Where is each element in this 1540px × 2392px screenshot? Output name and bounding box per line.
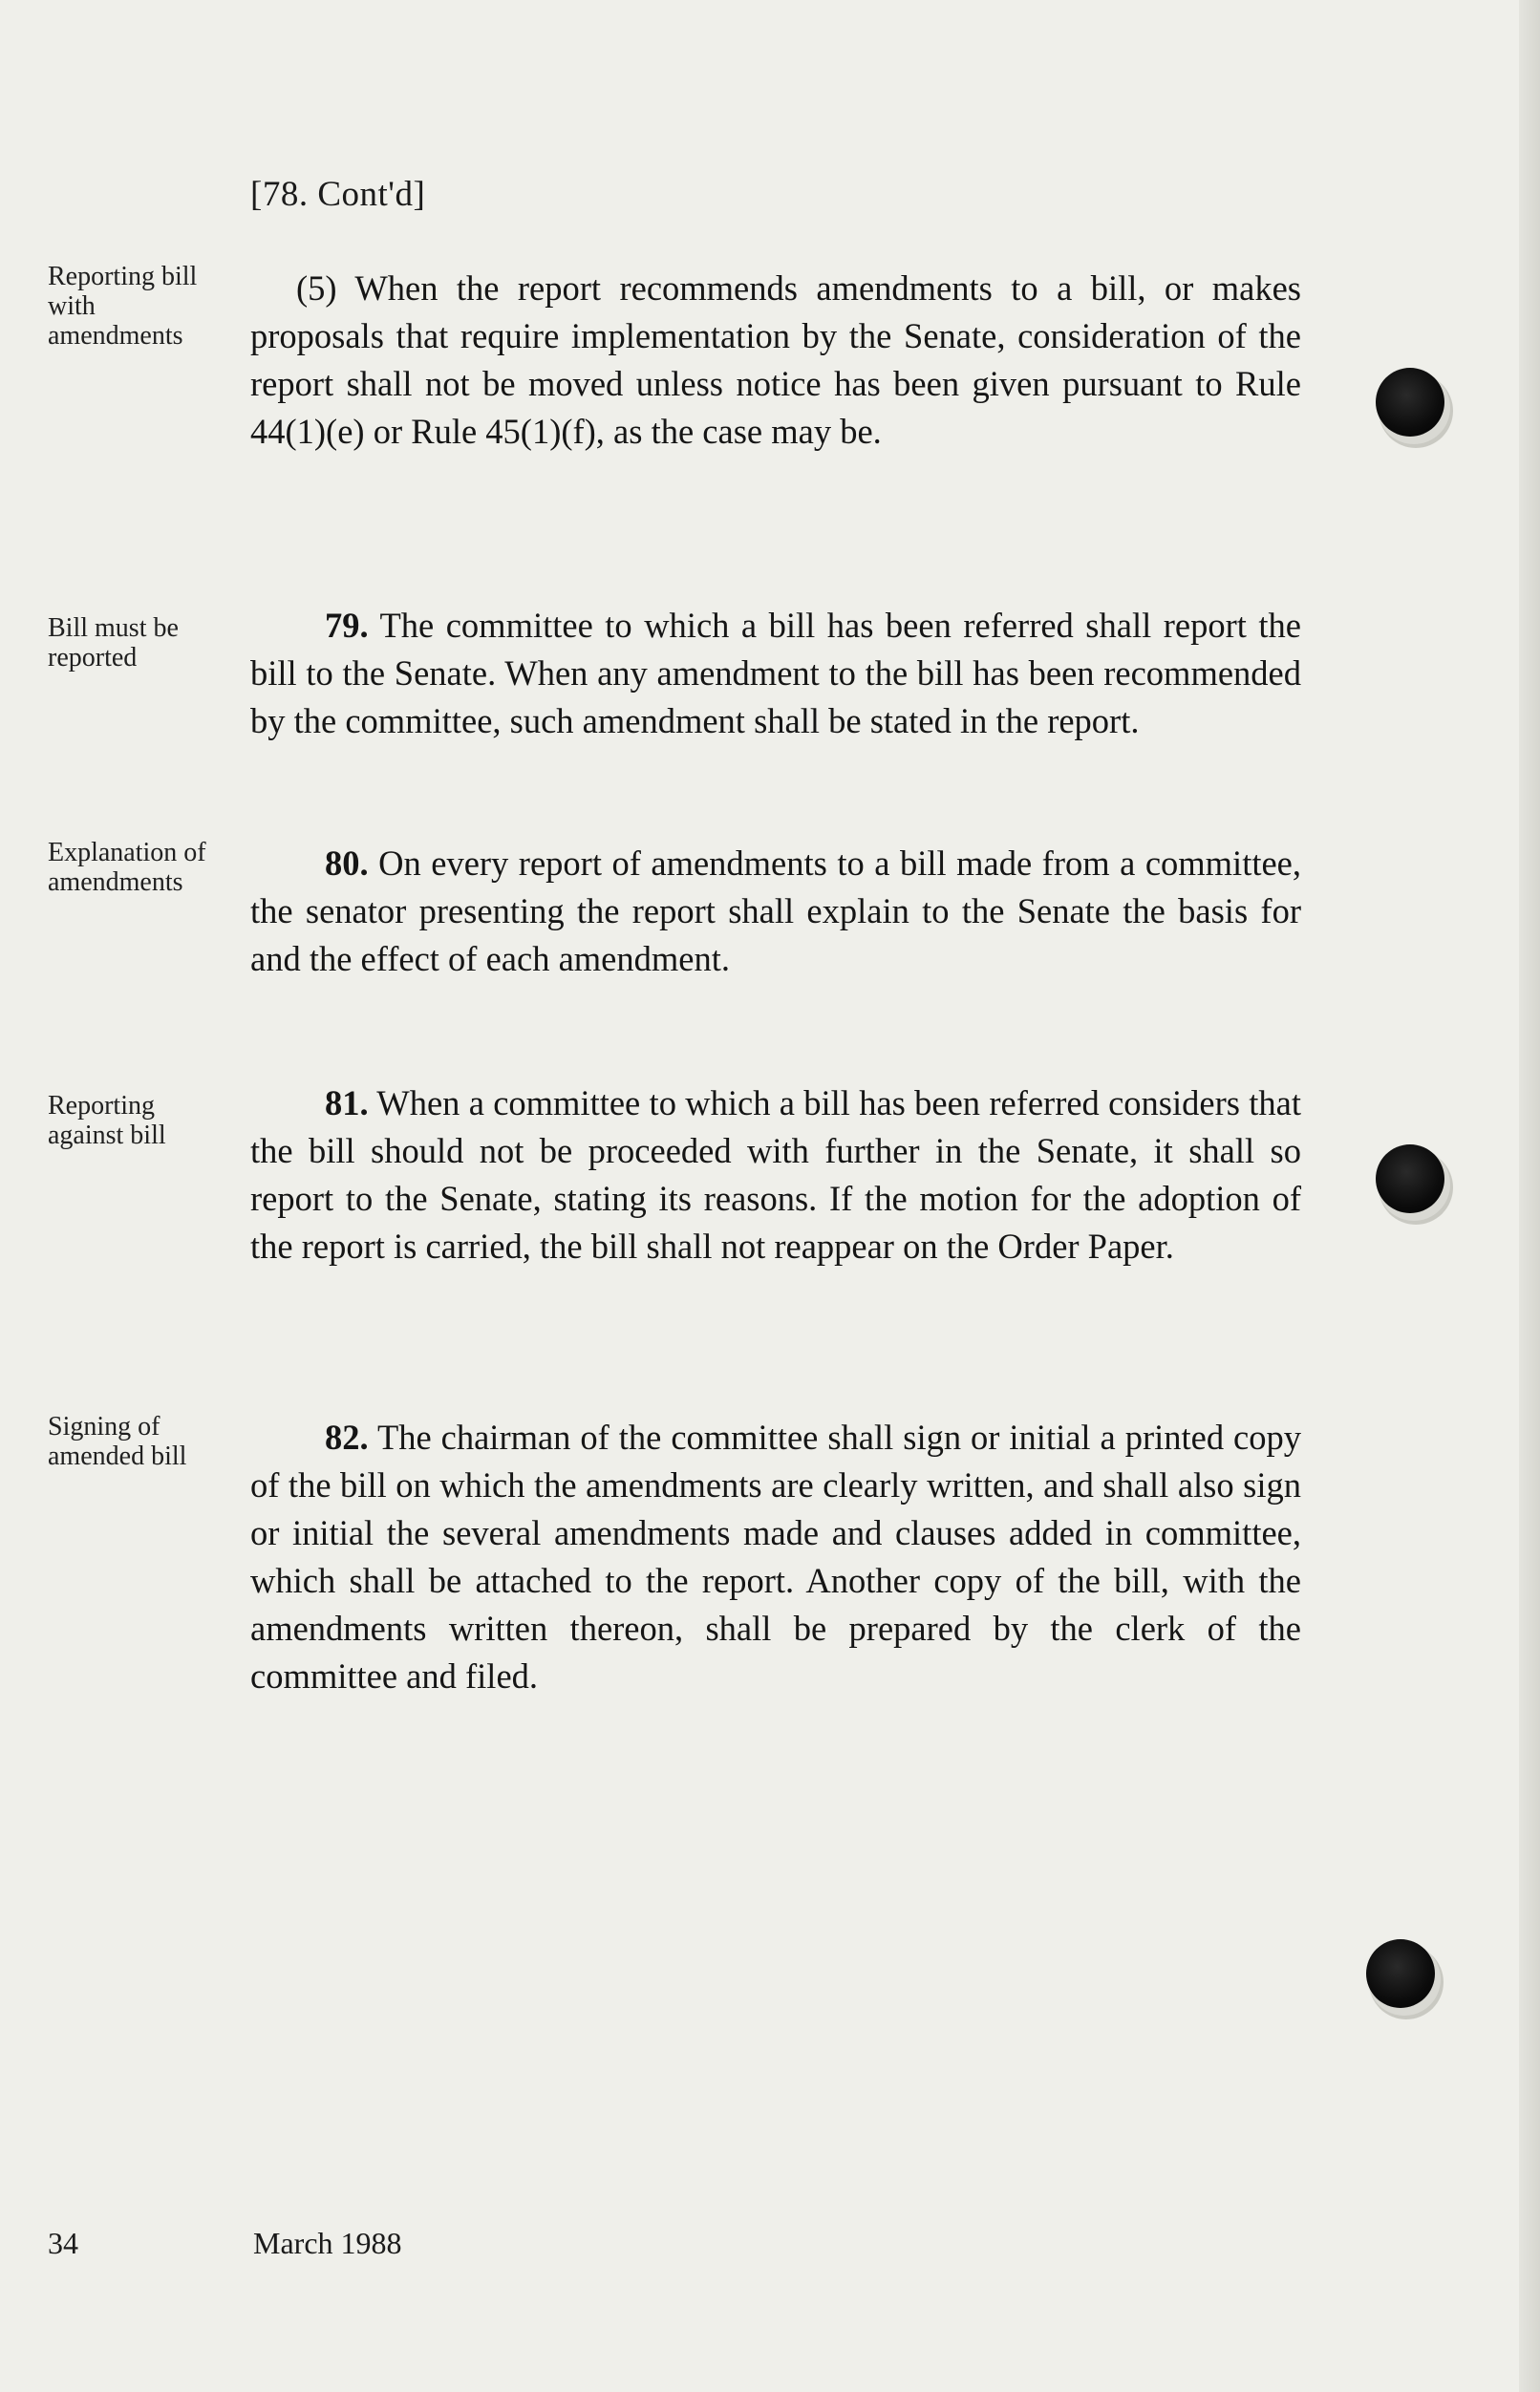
margin-note: Bill must be reported — [48, 613, 179, 673]
rule-number: 80. — [325, 844, 369, 883]
margin-note: Reporting against bill — [48, 1091, 166, 1150]
footer-date: March 1988 — [253, 2226, 402, 2260]
rule-body: When a committee to which a bill has been referred considers that the bill should not be proceeded with further in the Senate, it shall so report to the Senate, stating its reasons. If the motion for the adoption of the report is carried, the bill shall not reappear on the Order Paper. — [250, 1083, 1301, 1266]
margin-note: Signing of amended bill — [48, 1412, 187, 1471]
rule-text — [250, 602, 1301, 745]
rule-text — [250, 1414, 1301, 1700]
rule-body: The committee to which a bill has been referred shall report the bill to the Senate. When any amendment to the bill has been recommended by the committee, such amendment shall be stated in the report. — [250, 606, 1301, 740]
punch-hole-icon — [1366, 1939, 1435, 2008]
page-number: 34 — [48, 2226, 78, 2260]
rule-number: 79. — [325, 606, 369, 645]
rule-text — [250, 840, 1301, 983]
continuation-header: [78. Cont'd] — [250, 175, 426, 214]
rule-number: 82. — [325, 1418, 369, 1457]
rule-body: On every report of amendments to a bill made from a committee, the senator presenting the report shall explain to the Senate the basis for and the effect of each amendment. — [250, 844, 1302, 978]
margin-note: Reporting bill with amendments — [48, 262, 198, 351]
page-edge — [1519, 0, 1540, 2392]
rule-number: 81. — [325, 1083, 369, 1122]
rule-text — [250, 1079, 1301, 1271]
rule-body: The chairman of the committee shall sign or initial a printed copy of the bill on which the amendments are clearly written, and shall also sign or initial the several amendments made and clauses added in committee, which shall be attached to the report. Another copy of the bill, with the amendments written thereon, shall be prepared by the clerk of the committee and filed. — [250, 1418, 1302, 1696]
margin-note: Explanation of amendments — [48, 838, 206, 897]
rule-text — [250, 265, 1301, 456]
punch-hole-icon — [1376, 1144, 1444, 1213]
punch-hole-icon — [1376, 368, 1444, 437]
rule-body: (5) When the report recommends amendments to a bill, or makes proposals that require implementation by the Senate, consideration of the report shall not be moved unless notice has been given pursuant to Rule 44(1)(e) or Rule 45(1)(f), as the case may be. — [250, 268, 1301, 451]
